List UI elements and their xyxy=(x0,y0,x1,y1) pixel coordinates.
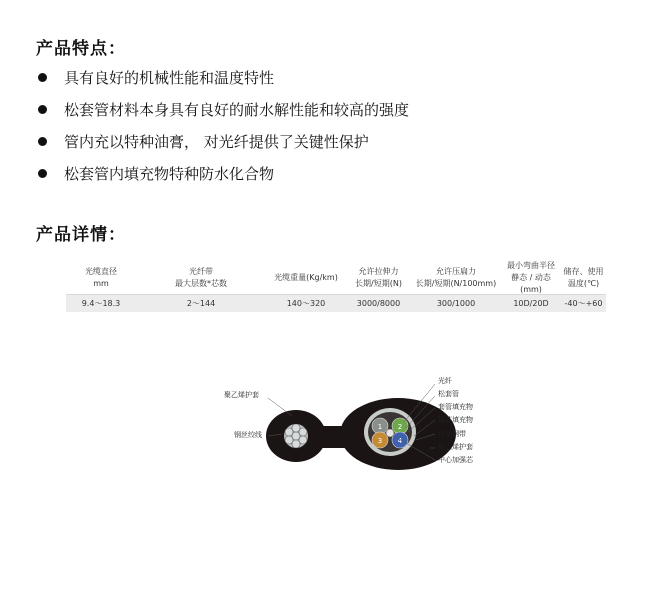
callout-core-filler: 缆芯填充物 xyxy=(438,416,473,424)
feature-text: 管内充以特种油膏， 对光纤提供了关键性保护 xyxy=(64,133,369,151)
features-heading: 产品特点： xyxy=(36,39,126,59)
bullet-icon xyxy=(38,169,47,178)
callout-steel-wire: 钢丝绞线 xyxy=(234,431,262,439)
header-fiber-ribbon: 光纤带 最大层数*芯数 xyxy=(175,267,227,288)
cable-cross-section-diagram xyxy=(220,368,520,488)
feature-item xyxy=(36,94,409,126)
header-cable-diameter: 光缆直径 mm xyxy=(85,267,117,288)
bullet-icon xyxy=(38,137,47,146)
spec-header-row xyxy=(66,262,606,295)
spec-table xyxy=(66,262,606,312)
cell-tensile: 3000/8000 xyxy=(356,298,401,308)
tube-label: 2 xyxy=(397,423,403,431)
central-strength-member xyxy=(386,429,394,437)
callout-pe-sheath-right: 聚乙烯护套 xyxy=(438,443,473,451)
steel-wire-strand xyxy=(284,424,308,448)
cable-illustration xyxy=(220,368,520,488)
feature-list xyxy=(36,62,409,190)
header-bend-radius: 最小弯曲半径 静态 / 动态(mm) xyxy=(507,261,555,294)
callout-tube-filler: 套管填充物 xyxy=(438,403,473,411)
table-row xyxy=(66,295,606,312)
header-crush-force: 允许压扁力 长期/短期(N/100mm) xyxy=(415,267,497,288)
feature-item xyxy=(36,62,409,94)
feature-text: 松套管内填充物特种防水化合物 xyxy=(64,165,275,183)
cell-bend: 10D/20D xyxy=(513,298,549,308)
cell-weight: 140～320 xyxy=(286,298,326,308)
feature-text: 松套管材料本身具有良好的耐水解性能和较高的强度 xyxy=(64,101,410,119)
feature-item xyxy=(36,126,409,158)
feature-text: 具有良好的机械性能和温度特性 xyxy=(64,69,275,87)
cell-diameter: 9.4～18.3 xyxy=(81,298,121,308)
callout-steel-tape: 涂塑钢带 xyxy=(438,430,466,438)
cell-fiber: 2～144 xyxy=(186,298,216,308)
tube-label: 1 xyxy=(377,423,383,431)
callout-pe-sheath-left: 聚乙烯护套 xyxy=(224,391,259,399)
header-cable-weight: 光缆重量(Kg/km) xyxy=(274,273,338,282)
callout-loose-tube: 松套管 xyxy=(438,390,459,398)
cell-temperature: -40～+60 xyxy=(564,298,603,308)
bullet-icon xyxy=(38,73,47,82)
callout-fiber: 光纤 xyxy=(438,377,452,385)
tube-label: 3 xyxy=(377,437,383,445)
callout-central-member: 中心加强芯 xyxy=(438,456,473,464)
feature-item xyxy=(36,158,409,190)
cell-crush: 300/1000 xyxy=(436,298,476,308)
details-heading: 产品详情： xyxy=(36,225,126,245)
bullet-icon xyxy=(38,105,47,114)
header-tensile-force: 允许拉伸力 长期/短期(N) xyxy=(355,267,402,288)
header-temperature: 储存、使用温度(℃) xyxy=(563,267,604,288)
tube-label: 4 xyxy=(397,437,403,445)
